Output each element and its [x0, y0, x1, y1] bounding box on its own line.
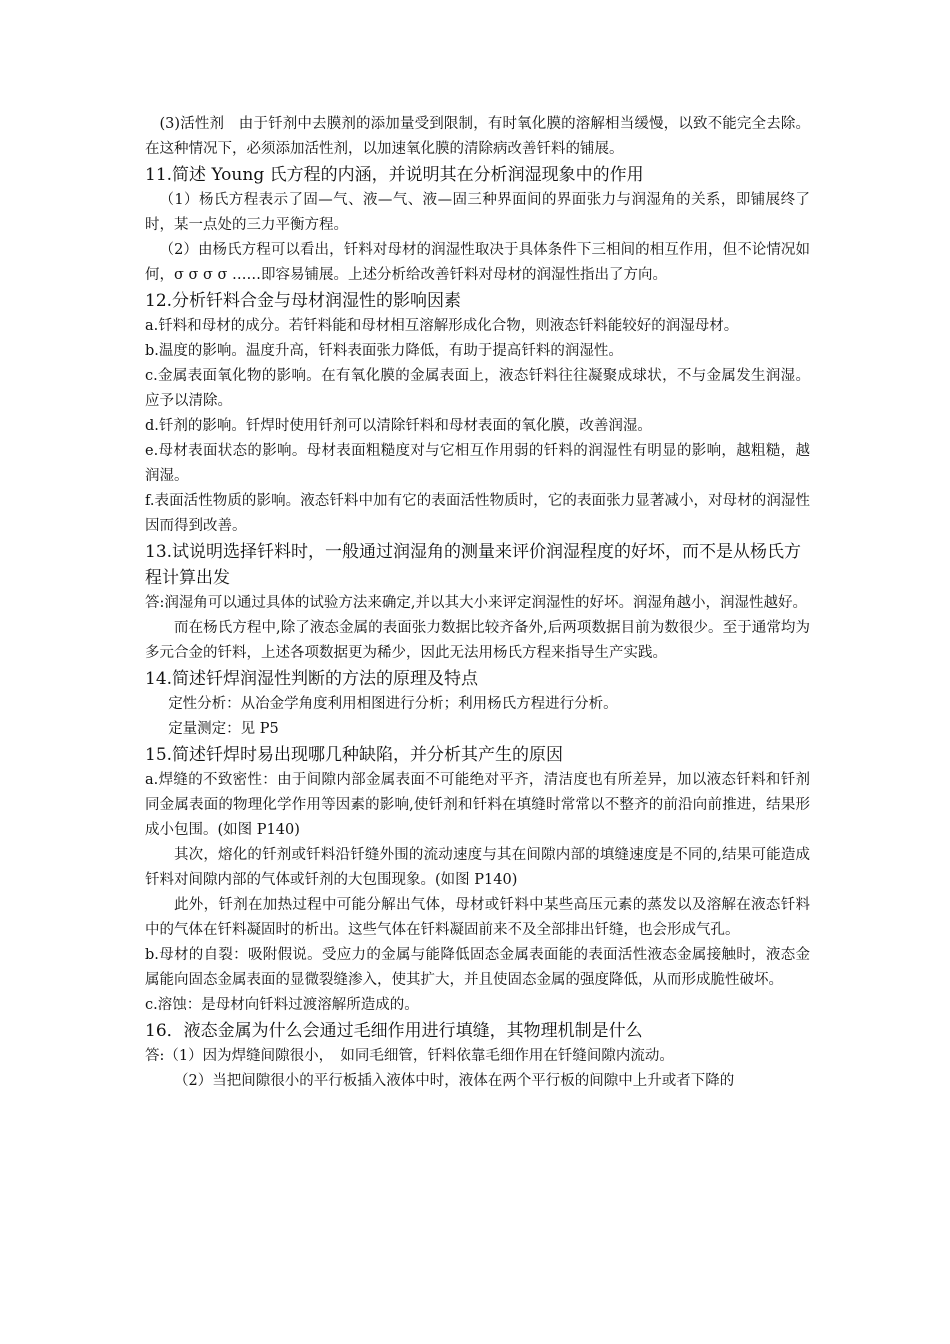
paragraph-q14-qualitative: 定性分析：从冶金学角度利用相图进行分析；利用杨氏方程进行分析。 — [168, 696, 618, 712]
paragraph-q12-e: e.母材表面状态的影响。母材表面粗糙度对与它相互作用弱的钎料的润湿性有明显的影响，越粗糙，越润湿。 — [145, 443, 810, 484]
paragraph-q12-d: d.钎剂的影响。钎焊时使用钎剂可以清除钎料和母材表面的氧化膜，改善润湿。 — [145, 418, 652, 434]
paragraph-q15-c: c.溶蚀：是母材向钎料过渡溶解所造成的。 — [145, 997, 419, 1013]
paragraph-q12-f: f.表面活性物质的影响。液态钎料中加有它的表面活性物质时，它的表面张力显著减小，对母材的润湿性因而得到改善。 — [145, 493, 810, 534]
paragraph-q12-c: c.金属表面氧化物的影响。在有氧化膜的金属表面上，液态钎料往往凝聚成球状，不与金属发生润湿。应予以清除。 — [145, 368, 810, 409]
paragraph-q14-quantitative: 定量测定：见 P5 — [168, 721, 279, 737]
paragraph-q11-1: （1）杨氏方程表示了固—气、液—气、液—固三种界面间的界面张力与润湿角的关系，即铺展终了时，某一点处的三力平衡方程。 — [145, 192, 810, 233]
paragraph-q13-answer: 答:润湿角可以通过具体的试验方法来确定,并以其大小来评定润湿性的好坏。润湿角越小，润湿性越好。 — [145, 595, 807, 611]
heading-q15: 15.简述钎焊时易出现哪几种缺陷，并分析其产生的原因 — [145, 745, 564, 765]
heading-q16: 16．液态金属为什么会通过毛细作用进行填缝，其物理机制是什么 — [145, 1021, 643, 1041]
document-page — [145, 112, 810, 1094]
paragraph-q16-2: （2）当把间隙很小的平行板插入液体中时，液体在两个平行板的间隙中上升或者下降的 — [174, 1073, 735, 1089]
paragraph-activator: (3)活性剂 由于钎剂中去膜剂的添加量受到限制，有时氧化膜的溶解相当缓慢，以致不能完全去除。在这种情况下，必须添加活性剂，以加速氧化膜的清除病改善钎料的铺展。 — [145, 116, 810, 157]
heading-q11: 11.简述 Young 氏方程的内涵，并说明其在分析润湿现象中的作用 — [145, 165, 644, 185]
paragraph-q12-a: a.钎料和母材的成分。若钎料能和母材相互溶解形成化合物，则液态钎料能较好的润湿母材。 — [145, 318, 739, 334]
paragraph-q15-a3: 此外，钎剂在加热过程中可能分解出气体，母材或钎料中某些高压元素的蒸发以及溶解在液态钎料中的气体在钎料凝固时的析出。这些气体在钎料凝固前来不及全部排出钎缝，也会形成气孔。 — [145, 897, 810, 938]
paragraph-q15-a2: 其次，熔化的钎剂或钎料沿钎缝外围的流动速度与其在间隙内部的填缝速度是不同的,结果可能造成钎料对间隙内部的气体或钎剂的大包围现象。(如图 P140) — [145, 847, 810, 888]
paragraph-q11-2: （2）由杨氏方程可以看出，钎料对母材的润湿性取决于具体条件下三相间的相互作用，但不论情况如何，σ σ σ σ ……即容易铺展。上述分析给改善钎料对母材的润湿性指出了方向。 — [145, 242, 810, 283]
paragraph-q15-b: b.母材的自裂：吸附假说。受应力的金属与能降低固态金属表面能的表面活性液态金属接触时，液态金属能向固态金属表面的显微裂缝渗入，使其扩大，并且使固态金属的强度降低，从而形成脆性破坏。 — [145, 947, 810, 988]
paragraph-q16-1: 答:（1）因为焊缝间隙很小， 如同毛细管，钎料依靠毛细作用在钎缝间隙内流动。 — [145, 1048, 674, 1064]
paragraph-q15-a: a.焊缝的不致密性：由于间隙内部金属表面不可能绝对平齐，清洁度也有所差异，加以液态钎料和钎剂同金属表面的物理化学作用等因素的影响,使钎剂和钎料在填缝时常常以不整齐的前沿向前推进，结果形成小包围。(如图 P140) — [145, 772, 810, 838]
heading-q14: 14.简述钎焊润湿性判断的方法的原理及特点 — [145, 669, 479, 689]
paragraph-q12-b: b.温度的影响。温度升高，钎料表面张力降低，有助于提高钎料的润湿性。 — [145, 343, 623, 359]
paragraph-q13-2: 而在杨氏方程中,除了液态金属的表面张力数据比较齐备外,后两项数据目前为数很少。至于通常均为多元合金的钎料，上述各项数据更为稀少，因此无法用杨氏方程来指导生产实践。 — [145, 620, 810, 661]
heading-q12: 12.分析钎料合金与母材润湿性的影响因素 — [145, 291, 462, 311]
heading-q13: 13.试说明选择钎料时，一般通过润湿角的测量来评价润湿程度的好坏，而不是从杨氏方程计算出发 — [145, 542, 802, 588]
